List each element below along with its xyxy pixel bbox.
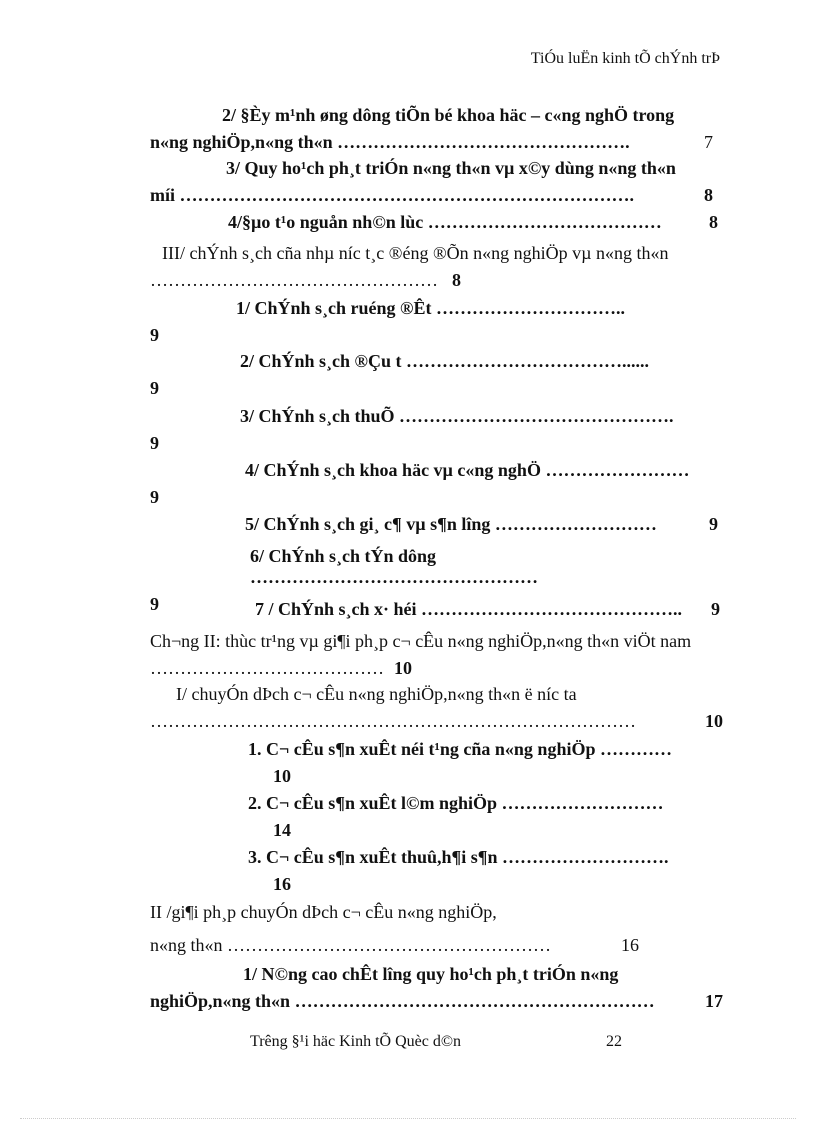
toc-entry	[150, 105, 723, 153]
toc-page-number: 10	[273, 766, 291, 786]
toc-entry	[150, 964, 723, 1012]
toc-page-number: 9	[150, 487, 159, 507]
footer-page-number: 22	[606, 1033, 622, 1050]
toc-entry	[150, 351, 723, 399]
toc-entry-line2: n«ng th«n ………………………………………………	[150, 935, 552, 955]
toc-entry	[150, 684, 723, 732]
toc-entry-text: 4/ ChÝnh s¸ch khoa häc vµ c«ng nghÖ ……………………	[245, 460, 690, 480]
toc-entry-text: 1/ ChÝnh s¸ch ruéng ®Êt …………………………..	[236, 298, 625, 318]
toc-page-number: 9	[150, 325, 159, 345]
toc-entry	[150, 631, 723, 679]
toc-entry-text: 5/ ChÝnh s¸ch gi¸ c¶ vµ s¶n lîng ………………………	[245, 514, 657, 534]
toc-page-number: 8	[704, 185, 713, 205]
toc-entry-line1: Ch¬ng II: thùc tr¹ng vµ gi¶i ph¸p c¬ cÊu n«ng nghiÖp,n«ng th«n viÖt nam	[150, 631, 692, 651]
toc-entry	[150, 902, 723, 956]
toc-page-number: 9	[709, 514, 718, 534]
toc-entry-line1: 1/ N©ng cao chÊt lîng quy ho¹ch ph¸t triÓn n«ng	[243, 964, 619, 984]
toc-entry	[248, 793, 723, 841]
toc-entry-text: 4/§µo t¹o nguån nh©n lùc …………………………………	[228, 212, 662, 232]
toc-entry	[228, 212, 718, 233]
toc-entry-line1: 3/ Quy ho¹ch ph¸t triÓn n«ng th«n vµ x©y dùng n«ng th«n	[226, 158, 676, 178]
toc-entry-line2: ………………………………………………………………………	[150, 711, 636, 731]
toc-entry	[255, 599, 720, 620]
toc-page-number: 14	[273, 820, 291, 840]
toc-entry	[150, 460, 723, 508]
toc-entry-text: 3/ ChÝnh s¸ch thuÕ ……………………………………….	[240, 406, 674, 426]
toc-entry-line2: …………………………………………	[150, 270, 438, 290]
toc-entry-text: 6/ ChÝnh s¸ch tÝn dông …………………………………………	[250, 546, 538, 587]
toc-entry	[248, 739, 723, 787]
toc-entry-text: 7 / ChÝnh s¸ch x· héi ……………………………………..	[255, 599, 683, 619]
toc-page-number: 16	[621, 935, 640, 955]
toc-page-number: 9	[711, 599, 720, 619]
toc-entry	[150, 406, 723, 454]
toc-page-number: 9	[150, 378, 159, 398]
toc-entry-line2: n«ng nghiÖp,n«ng th«n ………………………………………….	[150, 132, 630, 152]
toc-entry-line2: míi ………………………………………………………………….	[150, 185, 634, 205]
toc-entry-line1: 2/ §Èy m¹nh øng dông tiÕn bé khoa häc – c«ng nghÖ trong	[222, 105, 675, 125]
toc-entry-line1: III/ chÝnh s¸ch cña nhµ níc t¸c ®éng ®Õn n«ng nghiÖp vµ n«ng th«n	[162, 243, 669, 263]
toc-page-number: 9	[150, 594, 159, 614]
toc-page-number: 10	[705, 711, 723, 731]
toc-page-number: 8	[709, 212, 718, 232]
toc-entry	[248, 847, 723, 895]
toc-entry-text: 3. C¬ cÊu s¶n xuÊt thuû,h¶i s¶n ……………………….	[248, 847, 669, 867]
toc-page-number: 17	[705, 991, 723, 1011]
toc-entry-line2: nghiÖp,n«ng th«n ……………………………………………………	[150, 991, 655, 1011]
toc-entry-line1: II /gi¶i ph¸p chuyÓn dÞch c¬ cÊu n«ng nghiÖp,	[150, 902, 497, 922]
toc-entry	[245, 514, 718, 535]
toc-page-number: 9	[150, 433, 159, 453]
footer-university: Trêng §¹i häc Kinh tÕ Quèc d©n	[250, 1033, 461, 1050]
toc-page-number: 7	[704, 132, 713, 152]
toc-entry-line2: …………………………………	[150, 658, 384, 678]
toc-page-number: 8	[452, 270, 461, 290]
toc-page-number: 10	[394, 658, 412, 678]
toc-entry-line1: I/ chuyÓn dÞch c¬ cÊu n«ng nghiÖp,n«ng th«n ë níc ta	[176, 684, 577, 704]
toc-entry	[150, 298, 723, 346]
running-header: TiÓu luËn kinh tÕ chÝnh trÞ	[530, 50, 720, 67]
toc-entry	[150, 158, 723, 206]
toc-entry-text: 2. C¬ cÊu s¶n xuÊt l©m nghiÖp ………………………	[248, 793, 664, 813]
toc-entry-text: 1. C¬ cÊu s¶n xuÊt néi t¹ng cña n«ng nghiÖp …………	[248, 739, 672, 759]
page-bottom-divider	[20, 1118, 796, 1119]
toc-entry-text: 2/ ChÝnh s¸ch ®Çu t ………………………………......	[240, 351, 649, 371]
toc-entry	[150, 243, 723, 291]
toc-page-number: 16	[273, 874, 291, 894]
